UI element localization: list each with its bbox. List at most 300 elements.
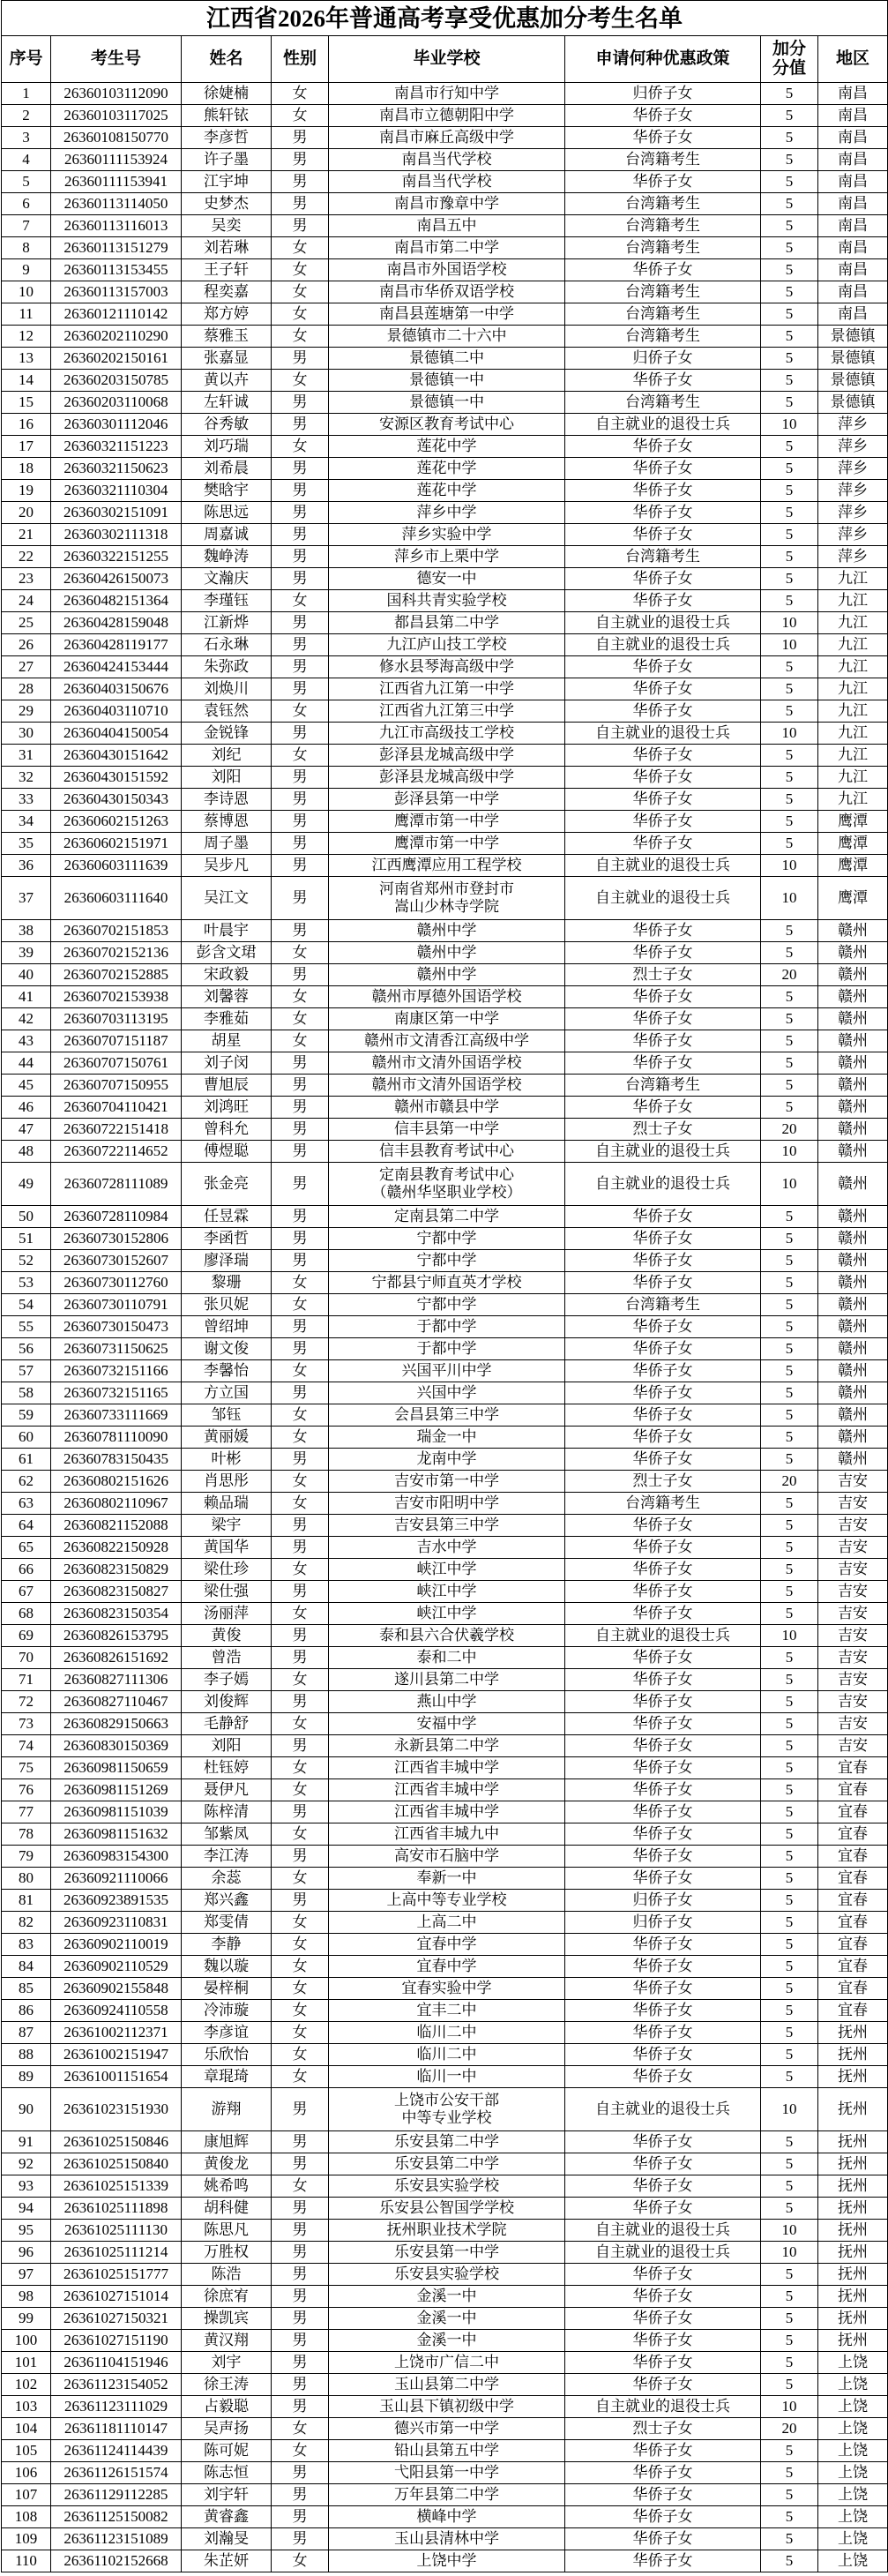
candidate-name-cell: 刘阳: [182, 1735, 272, 1757]
candidate-name-cell: 梁仕强: [182, 1581, 272, 1603]
graduation-school-cell: 兴国中学: [329, 1382, 565, 1404]
region-cell: 九江: [818, 700, 888, 723]
candidate-name-cell: 黄汉翔: [182, 2330, 272, 2352]
gender-cell: 女: [272, 2022, 329, 2044]
region-cell: 宜春: [818, 1801, 888, 1823]
candidate-name-cell: 李雅茹: [182, 1008, 272, 1030]
region-cell: 宜春: [818, 1757, 888, 1779]
graduation-school-cell: 泰和二中: [329, 1647, 565, 1669]
table-row: [2, 789, 888, 811]
candidate-name-cell: 李彦谊: [182, 2022, 272, 2044]
bonus-points-cell: 5: [761, 1250, 818, 1272]
gender-cell: 男: [272, 1625, 329, 1647]
row-number-cell: 1: [2, 83, 51, 105]
bonus-points-cell: 10: [761, 723, 818, 745]
candidate-id-cell: 26361025151777: [51, 2264, 182, 2286]
bonus-points-cell: 10: [761, 612, 818, 634]
graduation-school-cell: 江西省丰城九中: [329, 1823, 565, 1846]
row-number-cell: 23: [2, 568, 51, 590]
gender-cell: 男: [272, 1163, 329, 1206]
candidate-id-cell: 26360603111640: [51, 877, 182, 920]
row-number-cell: 40: [2, 964, 51, 986]
region-cell: 九江: [818, 634, 888, 656]
row-number-cell: 94: [2, 2198, 51, 2220]
table-row: [2, 1647, 888, 1669]
row-number-cell: 61: [2, 1449, 51, 1471]
graduation-school-cell: 国科共青实验学校: [329, 590, 565, 612]
policy-cell: 华侨子女: [565, 1250, 761, 1272]
candidate-id-cell: 26360707151187: [51, 1030, 182, 1052]
policy-cell: 华侨子女: [565, 590, 761, 612]
row-number-cell: 96: [2, 2242, 51, 2264]
row-number-cell: 47: [2, 1119, 51, 1141]
candidate-id-cell: 26360301112046: [51, 414, 182, 436]
table-row: [2, 1868, 888, 1890]
region-cell: 南昌: [818, 83, 888, 105]
candidate-id-cell: 26360702152136: [51, 942, 182, 964]
table-row: [2, 1515, 888, 1537]
bonus-points-cell: 5: [761, 1779, 818, 1801]
region-cell: 赣州: [818, 1030, 888, 1052]
region-cell: 萍乡: [818, 546, 888, 568]
candidate-id-cell: 26360113157003: [51, 281, 182, 303]
gender-cell: 女: [272, 2066, 329, 2088]
candidate-id-cell: 26361123151089: [51, 2528, 182, 2550]
region-cell: 上饶: [818, 2506, 888, 2528]
row-number-cell: 80: [2, 1868, 51, 1890]
row-number-cell: 28: [2, 678, 51, 700]
bonus-points-cell: 5: [761, 1603, 818, 1625]
gender-cell: 男: [272, 2396, 329, 2418]
candidate-id-cell: 26360923110831: [51, 1912, 182, 1934]
row-number-cell: 108: [2, 2506, 51, 2528]
policy-cell: 台湾籍考生: [565, 326, 761, 348]
candidate-name-cell: 朱芷妍: [182, 2550, 272, 2572]
candidate-id-cell: 26360802110967: [51, 1493, 182, 1515]
column-header-gender: 性别: [272, 36, 329, 83]
bonus-points-cell: 5: [761, 83, 818, 105]
candidate-name-cell: 郑雯倩: [182, 1912, 272, 1934]
gender-cell: 女: [272, 1934, 329, 1956]
bonus-points-cell: 5: [761, 2506, 818, 2528]
policy-cell: 自主就业的退役士兵: [565, 634, 761, 656]
table-row: [2, 1823, 888, 1846]
policy-cell: 华侨子女: [565, 1338, 761, 1360]
region-cell: 抚州: [818, 2198, 888, 2220]
table-row: [2, 436, 888, 458]
gender-cell: 女: [272, 1669, 329, 1691]
region-cell: 上饶: [818, 2374, 888, 2396]
graduation-school-cell: 吉安市阳明中学: [329, 1493, 565, 1515]
candidate-name-cell: 蔡博恩: [182, 811, 272, 833]
bonus-points-cell: 5: [761, 1272, 818, 1294]
candidate-name-cell: 李静: [182, 1934, 272, 1956]
policy-cell: 归侨子女: [565, 348, 761, 370]
row-number-cell: 97: [2, 2264, 51, 2286]
candidate-name-cell: 毛静舒: [182, 1713, 272, 1735]
gender-cell: 男: [272, 1316, 329, 1338]
graduation-school-cell: 万年县第二中学: [329, 2484, 565, 2506]
gender-cell: 男: [272, 546, 329, 568]
table-row: [2, 1735, 888, 1757]
candidate-name-cell: 李馨怡: [182, 1360, 272, 1382]
table-body: [2, 83, 888, 2572]
graduation-school-cell: 兴国平川中学: [329, 1360, 565, 1382]
candidate-id-cell: 26360703113195: [51, 1008, 182, 1030]
candidate-id-cell: 26360826151692: [51, 1647, 182, 1669]
candidate-id-cell: 26360482151364: [51, 590, 182, 612]
gender-cell: 男: [272, 789, 329, 811]
graduation-school-cell: 萍乡市上栗中学: [329, 546, 565, 568]
candidate-id-cell: 26360827110467: [51, 1691, 182, 1713]
table-row: [2, 1691, 888, 1713]
row-number-cell: 37: [2, 877, 51, 920]
policy-cell: 台湾籍考生: [565, 215, 761, 237]
bonus-points-cell: 5: [761, 2175, 818, 2198]
region-cell: 抚州: [818, 2308, 888, 2330]
candidate-id-cell: 26360403150676: [51, 678, 182, 700]
candidate-name-cell: 宋政毅: [182, 964, 272, 986]
row-number-cell: 7: [2, 215, 51, 237]
region-cell: 赣州: [818, 1360, 888, 1382]
candidate-name-cell: 郑方婷: [182, 303, 272, 326]
candidate-id-cell: 26360829150663: [51, 1713, 182, 1735]
row-number-cell: 39: [2, 942, 51, 964]
policy-cell: 华侨子女: [565, 986, 761, 1008]
row-number-cell: 109: [2, 2528, 51, 2550]
gender-cell: 男: [272, 2088, 329, 2131]
policy-cell: 华侨子女: [565, 1713, 761, 1735]
region-cell: 宜春: [818, 1890, 888, 1912]
row-number-cell: 67: [2, 1581, 51, 1603]
table-row: [2, 612, 888, 634]
gender-cell: 男: [272, 2484, 329, 2506]
bonus-points-cell: 10: [761, 1141, 818, 1163]
policy-cell: 华侨子女: [565, 1559, 761, 1581]
region-cell: 九江: [818, 723, 888, 745]
table-row: [2, 1141, 888, 1163]
policy-cell: 自主就业的退役士兵: [565, 723, 761, 745]
graduation-school-cell: 瑞金一中: [329, 1427, 565, 1449]
region-cell: 吉安: [818, 1537, 888, 1559]
table-row: [2, 414, 888, 436]
row-number-cell: 12: [2, 326, 51, 348]
table-row: [2, 259, 888, 281]
candidate-id-cell: 26360103112090: [51, 83, 182, 105]
gender-cell: 男: [272, 1890, 329, 1912]
row-number-cell: 70: [2, 1647, 51, 1669]
policy-cell: 自主就业的退役士兵: [565, 2088, 761, 2131]
row-number-cell: 11: [2, 303, 51, 326]
candidate-name-cell: 汤丽萍: [182, 1603, 272, 1625]
graduation-school-cell: 莲花中学: [329, 458, 565, 480]
bonus-points-cell: 5: [761, 524, 818, 546]
table-row: [2, 149, 888, 171]
row-number-cell: 26: [2, 634, 51, 656]
graduation-school-cell: 赣州市厚德外国语学校: [329, 986, 565, 1008]
policy-cell: 华侨子女: [565, 2131, 761, 2153]
region-cell: 上饶: [818, 2528, 888, 2550]
candidate-name-cell: 黎珊: [182, 1272, 272, 1294]
column-header-region: 地区: [818, 36, 888, 83]
bonus-points-cell: 5: [761, 2000, 818, 2022]
gender-cell: 男: [272, 1801, 329, 1823]
candidate-name-cell: 肖思彤: [182, 1471, 272, 1493]
gender-cell: 女: [272, 1956, 329, 1978]
candidate-id-cell: 26360430150343: [51, 789, 182, 811]
candidate-name-cell: 江宇坤: [182, 171, 272, 193]
table-row: [2, 833, 888, 855]
policy-cell: 自主就业的退役士兵: [565, 2396, 761, 2418]
region-cell: 景德镇: [818, 326, 888, 348]
gender-cell: 女: [272, 1493, 329, 1515]
bonus-points-cell: 5: [761, 1559, 818, 1581]
gender-cell: 男: [272, 1581, 329, 1603]
row-number-cell: 87: [2, 2022, 51, 2044]
region-cell: 赣州: [818, 1008, 888, 1030]
row-number-cell: 84: [2, 1956, 51, 1978]
table-row: [2, 1846, 888, 1868]
table-row: [2, 1603, 888, 1625]
candidate-table: [1, 0, 888, 2572]
graduation-school-cell: 安源区教育考试中心: [329, 414, 565, 436]
candidate-id-cell: 26360827111306: [51, 1669, 182, 1691]
region-cell: 吉安: [818, 1713, 888, 1735]
policy-cell: 烈士子女: [565, 1471, 761, 1493]
gender-cell: 男: [272, 767, 329, 789]
graduation-school-cell: 乐安县第二中学: [329, 2131, 565, 2153]
table-row: [2, 986, 888, 1008]
candidate-id-cell: 26360707150761: [51, 1052, 182, 1075]
bonus-points-cell: 5: [761, 678, 818, 700]
candidate-name-cell: 操凯宾: [182, 2308, 272, 2330]
row-number-cell: 3: [2, 127, 51, 149]
gender-cell: 女: [272, 1603, 329, 1625]
table-row: [2, 348, 888, 370]
table-row: [2, 2396, 888, 2418]
table-row: [2, 2550, 888, 2572]
gender-cell: 男: [272, 1449, 329, 1471]
graduation-school-cell: 莲花中学: [329, 436, 565, 458]
bonus-points-cell: 5: [761, 2153, 818, 2175]
bonus-points-cell: 10: [761, 634, 818, 656]
row-number-cell: 75: [2, 1757, 51, 1779]
graduation-school-cell: 南昌市第二中学: [329, 237, 565, 259]
bonus-points-cell: 20: [761, 1119, 818, 1141]
gender-cell: 男: [272, 2220, 329, 2242]
gender-cell: 男: [272, 1228, 329, 1250]
gender-cell: 男: [272, 1075, 329, 1097]
candidate-id-cell: 26360823150354: [51, 1603, 182, 1625]
region-cell: 吉安: [818, 1669, 888, 1691]
candidate-name-cell: 程奕嘉: [182, 281, 272, 303]
candidate-name-cell: 朱弥政: [182, 656, 272, 678]
policy-cell: 华侨子女: [565, 1581, 761, 1603]
row-number-cell: 17: [2, 436, 51, 458]
graduation-school-cell: 抚州职业技术学院: [329, 2220, 565, 2242]
candidate-id-cell: 26360302151091: [51, 502, 182, 524]
candidate-id-cell: 26360902110529: [51, 1956, 182, 1978]
region-cell: 抚州: [818, 2286, 888, 2308]
row-number-cell: 8: [2, 237, 51, 259]
table-row: [2, 568, 888, 590]
table-row: [2, 1316, 888, 1338]
bonus-points-cell: 10: [761, 2396, 818, 2418]
candidate-id-cell: 26360830150369: [51, 1735, 182, 1757]
region-cell: 上饶: [818, 2418, 888, 2440]
row-number-cell: 89: [2, 2066, 51, 2088]
gender-cell: 男: [272, 2308, 329, 2330]
policy-cell: 华侨子女: [565, 524, 761, 546]
candidate-name-cell: 谷秀敏: [182, 414, 272, 436]
row-number-cell: 98: [2, 2286, 51, 2308]
graduation-school-cell: 南昌当代学校: [329, 171, 565, 193]
bonus-points-cell: 5: [761, 326, 818, 348]
policy-cell: 台湾籍考生: [565, 149, 761, 171]
candidate-id-cell: 26360428159048: [51, 612, 182, 634]
row-number-cell: 4: [2, 149, 51, 171]
bonus-points-cell: 5: [761, 2462, 818, 2484]
candidate-id-cell: 26360322151255: [51, 546, 182, 568]
candidate-id-cell: 26360823150829: [51, 1559, 182, 1581]
row-number-cell: 16: [2, 414, 51, 436]
candidate-name-cell: 曹旭辰: [182, 1075, 272, 1097]
gender-cell: 女: [272, 326, 329, 348]
policy-cell: 华侨子女: [565, 1097, 761, 1119]
graduation-school-cell: 景德镇二中: [329, 348, 565, 370]
candidate-name-cell: 张嘉显: [182, 348, 272, 370]
gender-cell: 男: [272, 568, 329, 590]
candidate-name-cell: 赖品瑞: [182, 1493, 272, 1515]
gender-cell: 男: [272, 171, 329, 193]
column-header-policy: 申请何种优惠政策: [565, 36, 761, 83]
candidate-name-cell: 吴江文: [182, 877, 272, 920]
gender-cell: 女: [272, 1779, 329, 1801]
row-number-cell: 60: [2, 1427, 51, 1449]
policy-cell: 华侨子女: [565, 789, 761, 811]
bonus-points-cell: 5: [761, 237, 818, 259]
candidate-id-cell: 26360113114050: [51, 193, 182, 215]
gender-cell: 女: [272, 590, 329, 612]
graduation-school-cell: 南昌市行知中学: [329, 83, 565, 105]
candidate-name-cell: 胡星: [182, 1030, 272, 1052]
table-row: [2, 1338, 888, 1360]
bonus-points-cell: 5: [761, 1449, 818, 1471]
graduation-school-cell: 临川二中: [329, 2022, 565, 2044]
gender-cell: 男: [272, 833, 329, 855]
candidate-name-cell: 陈可妮: [182, 2440, 272, 2462]
bonus-points-cell: 5: [761, 1316, 818, 1338]
policy-cell: 华侨子女: [565, 1404, 761, 1427]
region-cell: 赣州: [818, 1338, 888, 1360]
bonus-points-cell: 10: [761, 877, 818, 920]
table-row: [2, 2506, 888, 2528]
policy-cell: 华侨子女: [565, 2175, 761, 2198]
row-number-cell: 6: [2, 193, 51, 215]
table-row: [2, 2484, 888, 2506]
bonus-points-cell: 5: [761, 656, 818, 678]
gender-cell: 男: [272, 1515, 329, 1537]
graduation-school-cell: 江西省九江第一中学: [329, 678, 565, 700]
row-number-cell: 105: [2, 2440, 51, 2462]
candidate-id-cell: 26360728111089: [51, 1163, 182, 1206]
table-row: [2, 303, 888, 326]
candidate-id-cell: 26361025150840: [51, 2153, 182, 2175]
policy-cell: 华侨子女: [565, 2022, 761, 2044]
candidate-id-cell: 26360802151626: [51, 1471, 182, 1493]
region-cell: 宜春: [818, 1978, 888, 2000]
graduation-school-cell: 宜春中学: [329, 1934, 565, 1956]
gender-cell: 男: [272, 634, 329, 656]
bonus-points-cell: 5: [761, 1934, 818, 1956]
bonus-points-cell: 5: [761, 2330, 818, 2352]
table-row: [2, 281, 888, 303]
graduation-school-cell: 高安市石脑中学: [329, 1846, 565, 1868]
region-cell: 赣州: [818, 1075, 888, 1097]
candidate-name-cell: 左轩诚: [182, 392, 272, 414]
table-row: [2, 1294, 888, 1316]
gender-cell: 男: [272, 855, 329, 877]
table-row: [2, 1206, 888, 1228]
candidate-id-cell: 26361023151930: [51, 2088, 182, 2131]
bonus-points-cell: 5: [761, 1846, 818, 1868]
policy-cell: 台湾籍考生: [565, 1075, 761, 1097]
candidate-name-cell: 廖泽瑞: [182, 1250, 272, 1272]
gender-cell: 男: [272, 723, 329, 745]
graduation-school-cell: 南昌五中: [329, 215, 565, 237]
table-row: [2, 2418, 888, 2440]
row-number-cell: 102: [2, 2374, 51, 2396]
bonus-points-cell: 10: [761, 1163, 818, 1206]
table-row: [2, 811, 888, 833]
region-cell: 上饶: [818, 2440, 888, 2462]
candidate-id-cell: 26361126151574: [51, 2462, 182, 2484]
candidate-id-cell: 26360923891535: [51, 1890, 182, 1912]
table-row: [2, 2088, 888, 2131]
candidate-name-cell: 周子墨: [182, 833, 272, 855]
row-number-cell: 79: [2, 1846, 51, 1868]
row-number-cell: 5: [2, 171, 51, 193]
policy-cell: 华侨子女: [565, 458, 761, 480]
region-cell: 萍乡: [818, 502, 888, 524]
candidate-id-cell: 26361025111898: [51, 2198, 182, 2220]
region-cell: 赣州: [818, 964, 888, 986]
graduation-school-cell: 乐安县实验学校: [329, 2264, 565, 2286]
graduation-school-cell: 南昌市立德朝阳中学: [329, 105, 565, 127]
candidate-id-cell: 26360902155848: [51, 1978, 182, 2000]
table-row: [2, 1382, 888, 1404]
graduation-school-cell: 江西鹰潭应用工程学校: [329, 855, 565, 877]
region-cell: 上饶: [818, 2396, 888, 2418]
region-cell: 赣州: [818, 986, 888, 1008]
gender-cell: 男: [272, 2528, 329, 2550]
candidate-id-cell: 26361002112371: [51, 2022, 182, 2044]
gender-cell: 女: [272, 237, 329, 259]
graduation-school-cell: 宜丰二中: [329, 2000, 565, 2022]
bonus-points-cell: 5: [761, 1228, 818, 1250]
bonus-points-cell: 5: [761, 171, 818, 193]
table-row: [2, 480, 888, 502]
table-row: [2, 1030, 888, 1052]
region-cell: 景德镇: [818, 370, 888, 392]
region-cell: 吉安: [818, 1471, 888, 1493]
gender-cell: 男: [272, 458, 329, 480]
candidate-id-cell: 26360428119177: [51, 634, 182, 656]
candidate-id-cell: 26361027151014: [51, 2286, 182, 2308]
region-cell: 九江: [818, 612, 888, 634]
table-row: [2, 1228, 888, 1250]
region-cell: 赣州: [818, 1206, 888, 1228]
